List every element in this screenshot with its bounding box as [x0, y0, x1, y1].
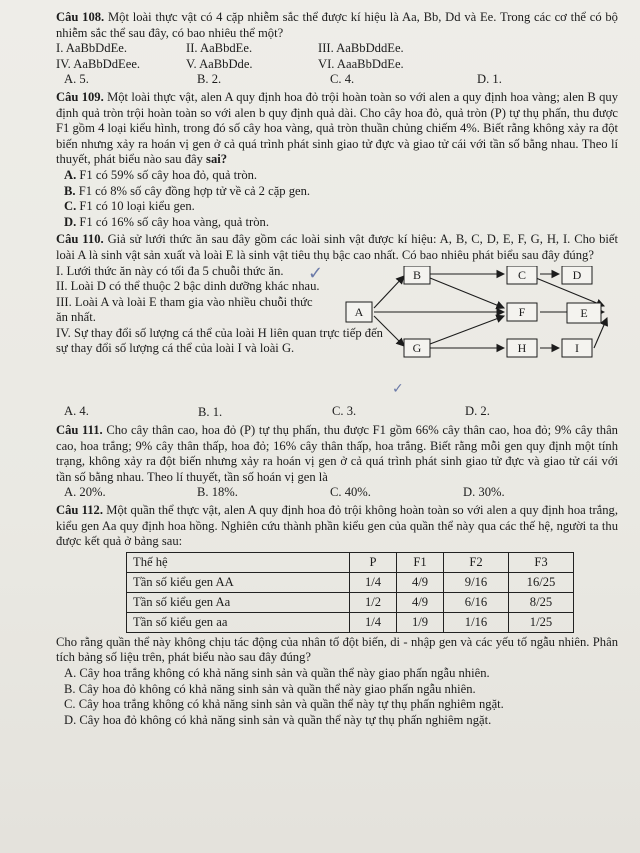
table-cell: 1/9: [397, 612, 444, 632]
question-stem: Giả sử lưới thức ăn sau đây gồm các loài sinh vật được kí hiệu: A, B, C, D, E, F, G, H, I. Cho biết loài A là sinh vật sản xuất và loài E là sinh vật tiêu thụ bậc cao nhất. Có bao nhiêu phát biểu sau đây đúng?: [56, 232, 618, 262]
node-e-box: [566, 301, 608, 325]
statement-item: II. AaBbdEe.: [186, 41, 253, 56]
answer-option-b[interactable]: B. Cây hoa đỏ không có khả năng sinh sản và quần thể này giao phấn ngẫu nhiên.: [64, 681, 476, 696]
check-mark-icon: ✓: [308, 262, 324, 284]
node-a: A: [354, 304, 364, 319]
node-f: F: [518, 304, 526, 319]
table-row: [127, 572, 574, 592]
answer-option-b[interactable]: B. 1.: [198, 404, 223, 419]
answer-option-c[interactable]: C. 4.: [330, 72, 355, 87]
table-cell: 1/4: [350, 612, 397, 632]
answer-option-a[interactable]: A. 4.: [64, 403, 89, 418]
node-h: H: [517, 340, 527, 355]
question-stem: Một quần thể thực vật, alen A quy định hoa đỏ trội không hoàn toàn so với alen a quy định hoa trắng, kiểu gen Aa quy định hoa hồng. Nghiên cứu thành phần kiểu gen của quần thể này qua các thế hệ, người ta thu được kết quả ở bảng sau:: [56, 503, 619, 549]
statement-item: III. AaBbDddEe.: [318, 41, 404, 56]
food-web-block: [56, 264, 618, 404]
arrow-a-g: [374, 316, 404, 346]
table-header-row: [127, 552, 574, 572]
answer-option-a[interactable]: A. 5.: [64, 72, 89, 87]
question-followup: Cho rằng quần thể này không chịu tác động của nhân tố đột biến, di - nhập gen và các yếu tố ngẫu nhiên. Phân tích bảng số liệu trên, phát biểu nào sau đây đúng?: [56, 634, 618, 665]
genotype-frequency-table: [126, 552, 574, 633]
question-stem-cont: cơ thể có bộ nhiễm sắc thể sau đây, có bao nhiêu thể một?: [56, 10, 618, 40]
table-header-cell: F2: [444, 552, 509, 572]
answer-option-a[interactable]: A. F1 có 59% số cây hoa đỏ, quả tròn.: [64, 167, 258, 182]
table-header-cell: F1: [397, 552, 444, 572]
statement-item: VI. AaaBbDdEe.: [318, 56, 404, 71]
node-d: D: [572, 267, 582, 282]
question-label: Câu 109.: [56, 89, 104, 104]
question-label: Câu 110.: [56, 232, 104, 247]
answer-options: [56, 404, 618, 422]
question-label: Câu 112.: [56, 503, 103, 518]
statement-grid: [56, 41, 618, 72]
statement-item: V. AaBbDde.: [186, 56, 253, 71]
table-cell: 16/25: [509, 572, 574, 592]
statement-2: II. Loài D có thể thuộc 2 bậc dinh dưỡng khác nhau.: [56, 279, 320, 294]
table-cell: 4/9: [397, 592, 444, 612]
answer-option-c[interactable]: C. F1 có 10 loại kiểu gen.: [64, 199, 195, 214]
answer-option-c[interactable]: C. 40%.: [330, 485, 371, 500]
question-label: Câu 108.: [56, 10, 105, 24]
answer-option-d[interactable]: D. 2.: [465, 403, 490, 418]
question-stem: Một loài thực vật có 4 cặp nhiễm sắc thể được kí hiệu là Aa, Bb, Dd và Ee. Trong các: [107, 10, 551, 24]
answer-option-c[interactable]: C. 3.: [332, 403, 357, 418]
answer-option-c[interactable]: C. Cây hoa trắng không có khả năng sinh sản và quần thể này tự thụ phấn nghiêm ngặt.: [64, 697, 504, 712]
question-stem: Cho cây thân cao, hoa đỏ (P) tự thụ phấn, thu được F1 gồm 66% cây thân cao, hoa đỏ; 9% cây thân cao, hoa trắng; 9% cây thân thấp, hoa đỏ; 16% cây thân thấp, hoa trắng. Biết rằng mỗi gen quy định một tính trạng, không xảy ra đột biến nhưng xảy ra hoán vị gen ở cả quá trình phát sinh giao tử đực và giao tử cái với tần số bằng nhau. Theo lí thuyết, tần số hoán vị gen là: [56, 423, 618, 484]
table-cell: 1/25: [509, 612, 574, 632]
node-c: C: [517, 267, 527, 282]
question-108: [56, 10, 618, 88]
table-cell: 6/16: [444, 592, 509, 612]
table-row: [127, 612, 574, 632]
answer-options: [56, 485, 618, 501]
question-stem: Một loài thực vật, alen A quy định hoa đỏ trội hoàn toàn so với alen a quy định hoa vàng; alen B quy định quả tròn trội hoàn toàn so với alen b quy định quả dài. Cho cây hoa đỏ, quả tròn (P) tự thụ phấn, thu được F1 gồm 4 loại kiểu hình, trong đó số cây hoa vàng, quả tròn thuần chủng chiếm 4%. Biết rằng không xảy ra đột biến nhưng xảy ra hoán vị gen ở cả quá trình phát sinh giao tử đực và giao tử cái với tần số bằng nhau. Theo lí thuyết, phát biểu nào sau đây: [56, 89, 618, 167]
answer-option-d[interactable]: D. F1 có 16% số cây hoa vàng, quả tròn.: [64, 214, 269, 229]
table-cell: 1/2: [350, 592, 397, 612]
answer-option-b[interactable]: B. 18%.: [197, 485, 238, 500]
question-111: [56, 423, 618, 501]
answer-option-d[interactable]: D. 1.: [477, 72, 502, 87]
answer-options: [56, 72, 618, 88]
table-cell: 4/9: [397, 572, 444, 592]
question-109: [56, 90, 618, 230]
table-cell: Tần số kiểu gen Aa: [127, 592, 350, 612]
table-cell: 1/4: [350, 572, 397, 592]
answer-option-b[interactable]: B. F1 có 8% số cây đồng hợp tử về cả 2 cặp gen.: [64, 183, 311, 198]
statement-item: IV. AaBbDdEee.: [56, 56, 141, 71]
answer-option-a[interactable]: A. Cây hoa trắng không có khả năng sinh sản và quần thể này giao phấn ngẫu nhiên.: [64, 666, 490, 681]
statement-list: [56, 263, 383, 358]
table-cell: Tần số kiểu gen AA: [127, 572, 350, 592]
table-cell: 8/25: [509, 592, 574, 612]
answer-option-b[interactable]: B. 2.: [197, 72, 222, 87]
question-label: Câu 111.: [56, 423, 103, 438]
question-110: [56, 232, 618, 421]
arrow-g-f: [430, 316, 504, 344]
check-mark-icon: ✓: [392, 380, 404, 397]
statement-1: I. Lưới thức ăn này có tối đa 5 chuỗi thức ăn.: [56, 263, 284, 278]
node-i: I: [575, 340, 579, 355]
node-e: E: [580, 305, 588, 320]
answer-option-d[interactable]: D. 30%.: [463, 485, 505, 500]
node-g: G: [412, 340, 422, 355]
arrow-a-b: [374, 276, 404, 308]
table-cell: 9/16: [444, 572, 509, 592]
table-header-cell: P: [350, 552, 397, 572]
arrow-b-f: [430, 278, 504, 308]
table-row: [127, 592, 574, 612]
table-header-cell: F3: [509, 552, 574, 572]
table-header-cell: Thế hệ: [127, 552, 350, 572]
statement-4: IV. Sự thay đổi số lượng cá thể của loài H liên quan trực tiếp đến sự thay đổi số lượng cá thể của loài I và loài G.: [56, 325, 383, 356]
table-cell: 1/16: [444, 612, 509, 632]
node-b: B: [412, 267, 422, 282]
answer-option-d[interactable]: D. Cây hoa đỏ không có khả năng sinh sản và quần thể này tự thụ phấn nghiêm ngặt.: [64, 712, 492, 727]
statement-3: III. Loài A và loài E tham gia vào nhiều chuỗi thức ăn nhất.: [56, 294, 313, 325]
question-emphasis: sai?: [206, 152, 228, 167]
table-cell: Tần số kiểu gen aa: [127, 612, 350, 632]
answer-option-a[interactable]: A. 20%.: [64, 485, 106, 500]
statement-item: I. AaBbDdEe.: [56, 41, 127, 56]
question-112: [56, 503, 618, 728]
exam-content: [56, 10, 618, 728]
